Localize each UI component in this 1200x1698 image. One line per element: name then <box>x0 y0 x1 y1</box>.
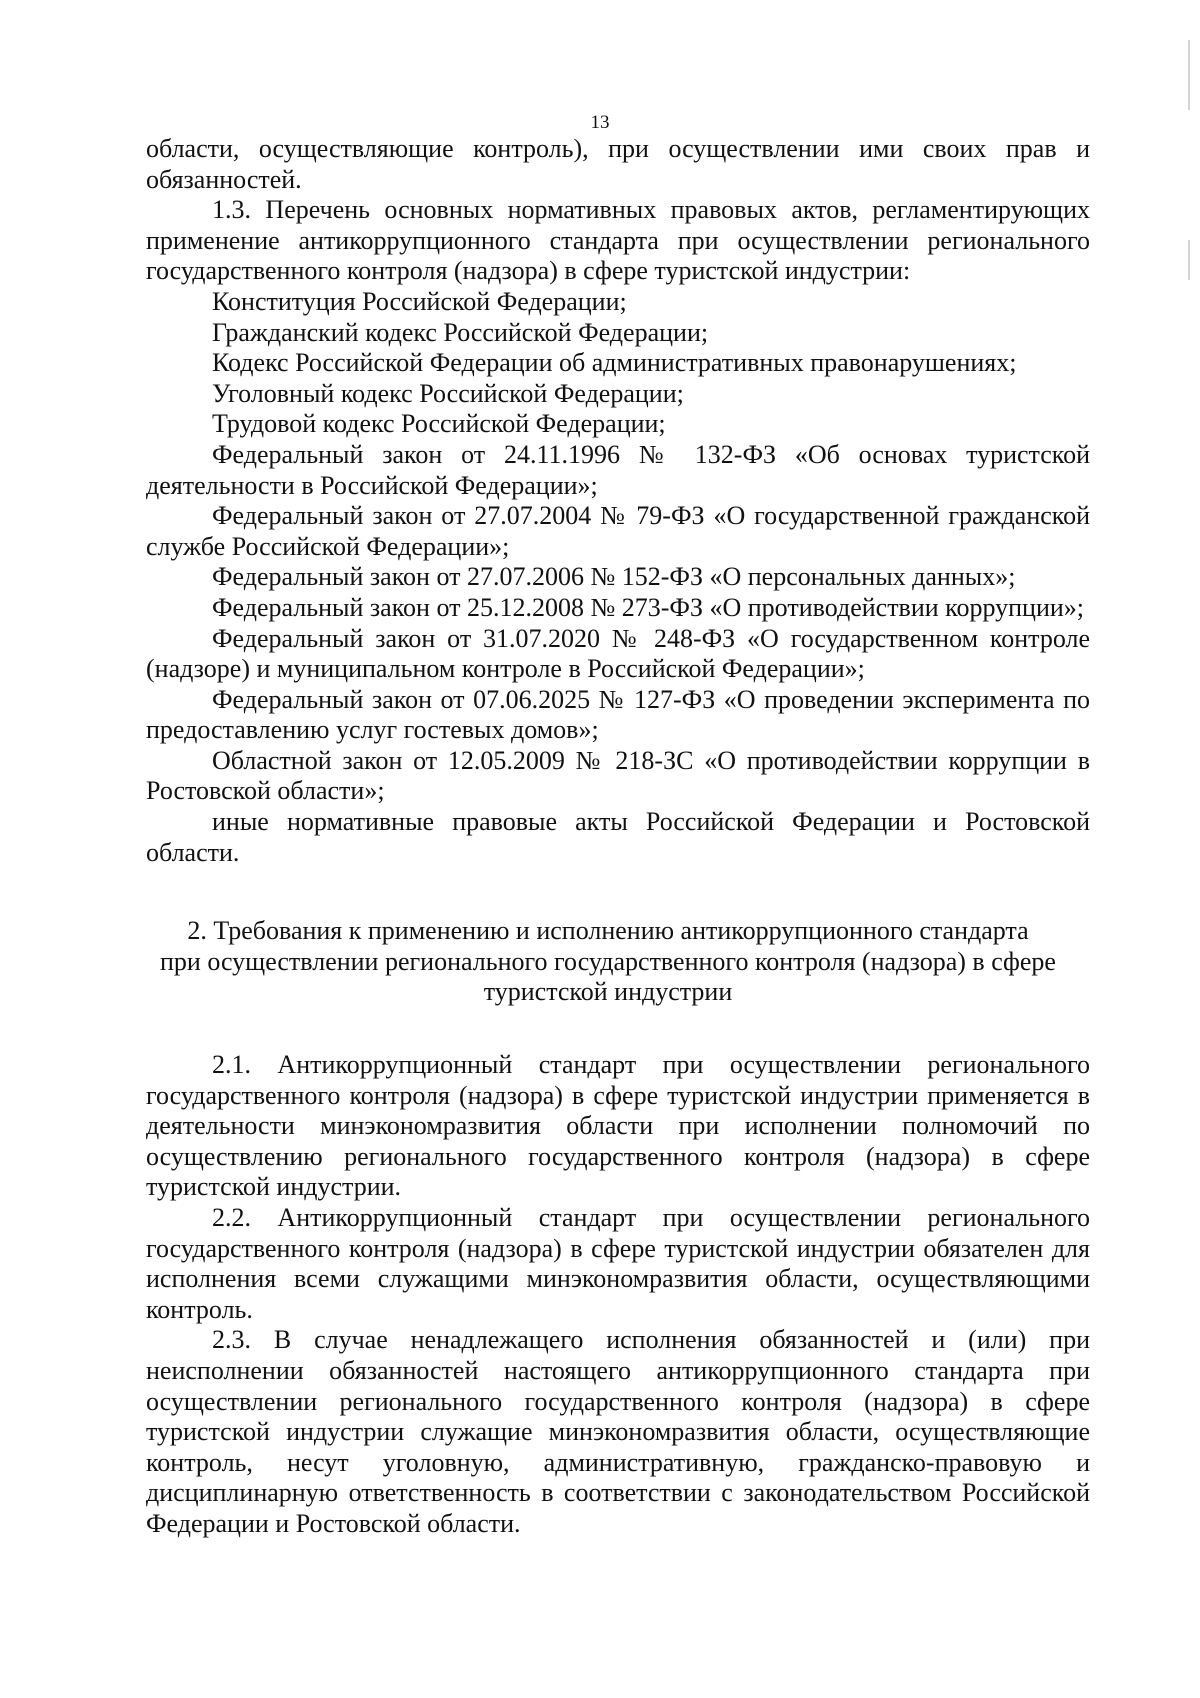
list-item-law-273-fz: Федеральный закон от 25.12.2008 № 273-ФЗ «О противодействии коррупции»; <box>212 592 1085 622</box>
list-item-administrative-code: Кодекс Российской Федерации об административных правонарушениях; <box>212 348 1017 378</box>
section-heading <box>146 916 1070 1008</box>
section-heading-line: туристской индустрии <box>483 977 733 1007</box>
list-item-criminal-code: Уголовный кодекс Российской Федерации; <box>212 378 684 408</box>
list-item-other-acts: иные нормативные правовые акты Российской Федерации и Ростовской области. <box>146 807 1090 867</box>
paragraph-2-2: 2.2. Антикоррупционный стандарт при осуществлении регионального государственного контроля (надзора) в сфере туристской индустрии обязателен для исполнения всеми служащими минэкономразвития области, осуществляющими контроль. <box>146 1203 1090 1324</box>
section-heading-line: при осуществлении регионального государственного контроля (надзора) в сфере <box>160 946 1056 976</box>
paragraph-1-3: 1.3. Перечень основных нормативных правовых актов, регламентирующих применение антикоррупционного стандарта при осуществлении регионального государственного контроля (надзора) в сфере туристской индустрии: <box>146 195 1090 286</box>
scan-edge-mark <box>1188 40 1190 110</box>
list-item-constitution: Конституция Российской Федерации; <box>212 286 627 316</box>
list-item-law-132-fz: Федеральный закон от 24.11.1996 № 132-ФЗ «Об основах туристской деятельности в Российской Федерации»; <box>146 439 1090 500</box>
paragraph-continuation: области, осуществляющие контроль), при осуществлении ими своих прав и обязанностей. <box>146 134 1090 194</box>
document-body <box>146 134 1090 1540</box>
list-item-law-152-fz: Федеральный закон от 27.07.2006 № 152-ФЗ «О персональных данных»; <box>212 562 1016 592</box>
paragraph-2-1: 2.1. Антикоррупционный стандарт при осуществлении регионального государственного контроля (надзора) в сфере туристской индустрии применяется в деятельности минэкономразвития области при исполнении полномочий по осуществлению регионального государственного контроля (надзора) в сфере туристской индустрии. <box>146 1050 1090 1202</box>
list-item-law-127-fz: Федеральный закон от 07.06.2025 № 127-ФЗ «О проведении эксперимента по предоставлению услуг гостевых домов»; <box>146 684 1090 745</box>
list-item-civil-code: Гражданский кодекс Российской Федерации; <box>212 317 709 347</box>
scan-edge-mark <box>1188 240 1190 280</box>
list-item-labour-code: Трудовой кодекс Российской Федерации; <box>212 409 666 439</box>
list-item-law-79-fz: Федеральный закон от 27.07.2004 № 79-ФЗ «О государственной гражданской службе Российской Федерации»; <box>146 501 1090 561</box>
list-item-law-248-fz: Федеральный закон от 31.07.2020 № 248-ФЗ «О государственном контроле (надзоре) и муниципальном контроле в Российской Федерации»; <box>146 623 1090 684</box>
list-item-regional-law-218-zs: Областной закон от 12.05.2009 № 218-ЗС «О противодействии коррупции в Ростовской области»; <box>146 745 1090 806</box>
paragraph-2-3: 2.3. В случае ненадлежащего исполнения обязанностей и (или) при неисполнении обязанностей настоящего антикоррупционного стандарта при осуществлении регионального государственного контроля (надзора) в сфере туристской индустрии служащие минэкономразвития области, осуществляющие контроль, несут уголовную, административную, гражданско-правовую и дисциплинарную ответственность в соответствии с законодательством Российской Федерации и Ростовской области. <box>146 1325 1090 1538</box>
page-number: 13 <box>590 112 610 133</box>
section-heading-line: 2. Требования к применению и исполнению антикоррупционного стандарта <box>187 916 1029 946</box>
